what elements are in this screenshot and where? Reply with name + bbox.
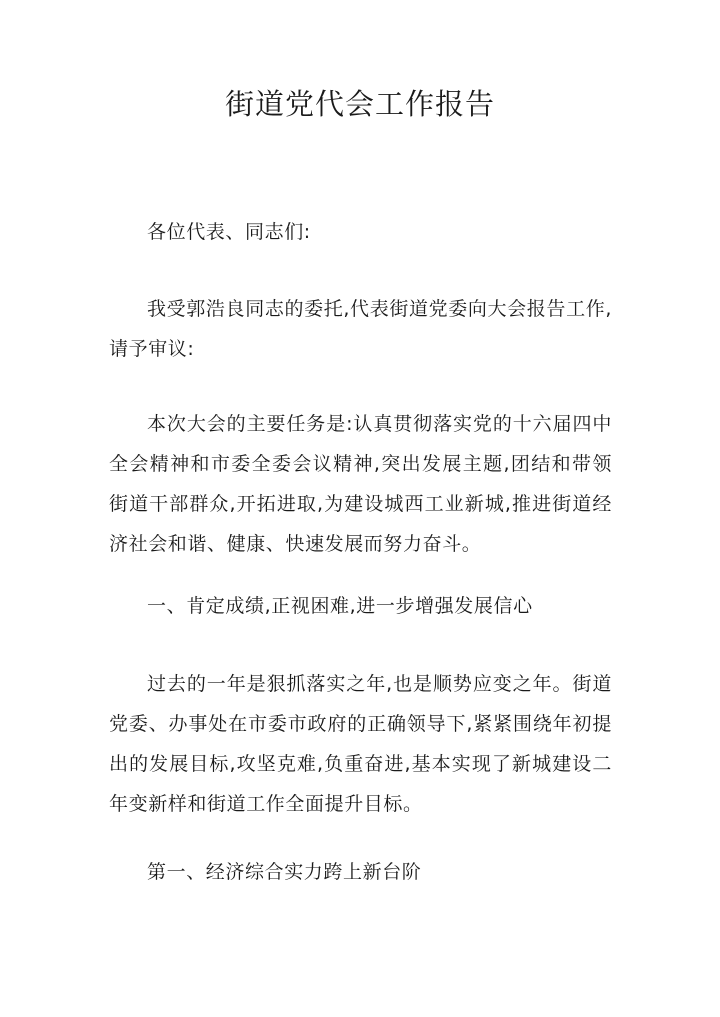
salutation: 各位代表、同志们: (147, 221, 311, 243)
section-heading-1: 一、肯定成绩,正视困难,进一步增强发展信心 (147, 595, 533, 617)
paragraph-entrusted-report: 我受郭浩良同志的委托,代表街道党委向大会报告工作,请予审议: (109, 298, 612, 360)
paragraph-past-year: 过去的一年是狠抓落实之年,也是顺势应变之年。街道党委、办事处在市委市政府的正确领导下,紧紧围绕年初提出的发展目标,攻坚克难,负重奋进,基本实现了新城建设二年变新样和街道工作全面提升目标。 (109, 673, 612, 815)
document-title: 街道党代会工作报告 (224, 87, 495, 121)
paragraph-main-task: 本次大会的主要任务是:认真贯彻落实党的十六届四中全会精神和市委全委会议精神,突出发展主题,团结和带领街道干部群众,开拓进取,为建设城西工业新城,推进街道经济社会和谐、健康、快速发展而努力奋斗。 (109, 413, 612, 555)
subsection-heading-1: 第一、经济综合实力跨上新台阶 (147, 861, 422, 883)
